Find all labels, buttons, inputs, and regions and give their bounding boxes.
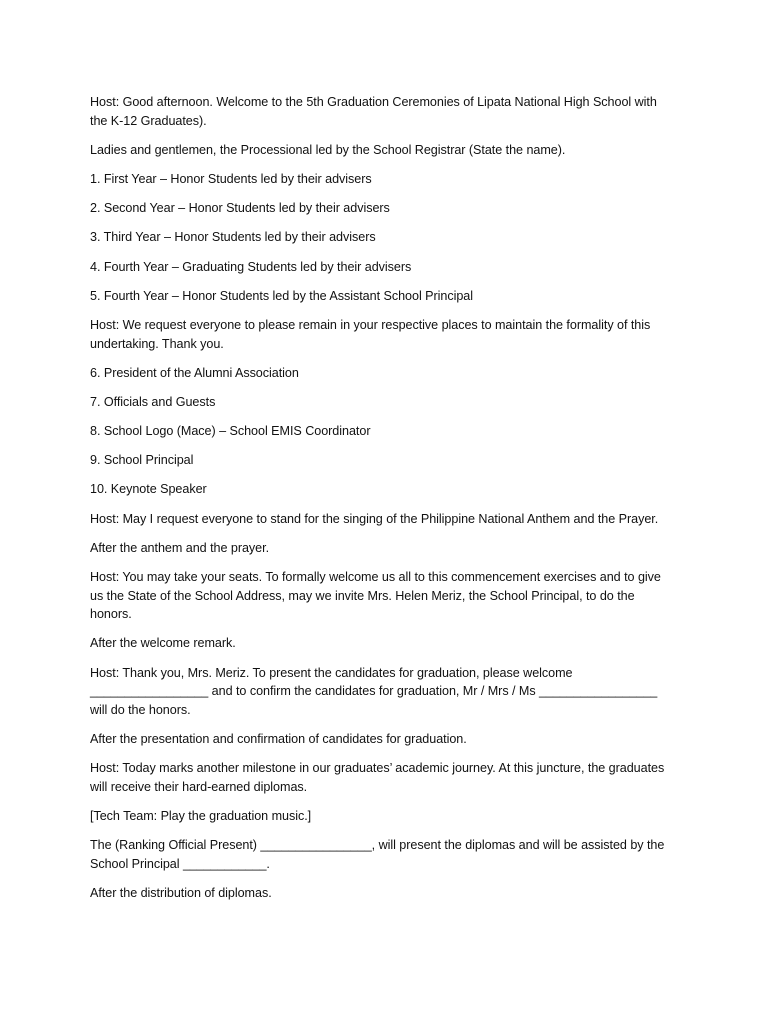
- list-item: 5. Fourth Year – Honor Students led by the Assistant School Principal: [90, 288, 473, 303]
- paragraph-after-presentation: After the presentation and confirmation of candidates for graduation.: [90, 731, 467, 746]
- paragraph-welcome-address: Host: You may take your seats. To formally welcome us all to this commencement exercises and to give us the State of the School Address, may we invite Mrs. Helen Meriz, the School Principal, to do the honors.: [90, 570, 661, 622]
- paragraph-tech-team: [Tech Team: Play the graduation music.]: [90, 808, 312, 823]
- paragraph-after-distribution: After the distribution of diplomas.: [90, 885, 272, 900]
- paragraph-candidates: Host: Thank you, Mrs. Meriz. To present the candidates for graduation, please welcome _________________ and to confirm the candidates for graduation, Mr / Mrs / Ms _________________ will do the honors.: [90, 665, 658, 717]
- paragraph-after-welcome: After the welcome remark.: [90, 636, 236, 651]
- paragraph-processional: Ladies and gentlemen, the Processional led by the School Registrar (State the name).: [90, 142, 566, 157]
- list-item: 2. Second Year – Honor Students led by their advisers: [90, 201, 390, 216]
- paragraph-milestone: Host: Today marks another milestone in our graduates’ academic journey. At this juncture, the graduates will receive their hard-earned diplomas.: [90, 761, 665, 794]
- paragraph-after-anthem: After the anthem and the prayer.: [90, 540, 270, 555]
- paragraph-national-anthem: Host: May I request everyone to stand for the singing of the Philippine National Anthem and the Prayer.: [90, 511, 659, 526]
- document-page: [90, 93, 675, 913]
- paragraph-remain-in-places: Host: We request everyone to please remain in your respective places to maintain the formality of this undertaking. Thank you.: [90, 317, 651, 351]
- list-item: 10. Keynote Speaker: [90, 482, 207, 497]
- list-item: 3. Third Year – Honor Students led by their advisers: [90, 230, 376, 245]
- list-item: 6. President of the Alumni Association: [90, 365, 299, 380]
- list-item: 7. Officials and Guests: [90, 394, 216, 409]
- list-item: 4. Fourth Year – Graduating Students led by their advisers: [90, 259, 412, 274]
- list-item: 1. First Year – Honor Students led by their advisers: [90, 171, 372, 186]
- paragraph-diplomas: The (Ranking Official Present) ________________, will present the diplomas and will be assisted by the School Principal ____________.: [90, 838, 665, 871]
- list-item: 8. School Logo (Mace) – School EMIS Coordinator: [90, 424, 371, 439]
- list-item: 9. School Principal: [90, 453, 194, 468]
- paragraph-welcome: Host: Good afternoon. Welcome to the 5th Graduation Ceremonies of Lipata National High School with the K-12 Graduates).: [90, 95, 657, 128]
